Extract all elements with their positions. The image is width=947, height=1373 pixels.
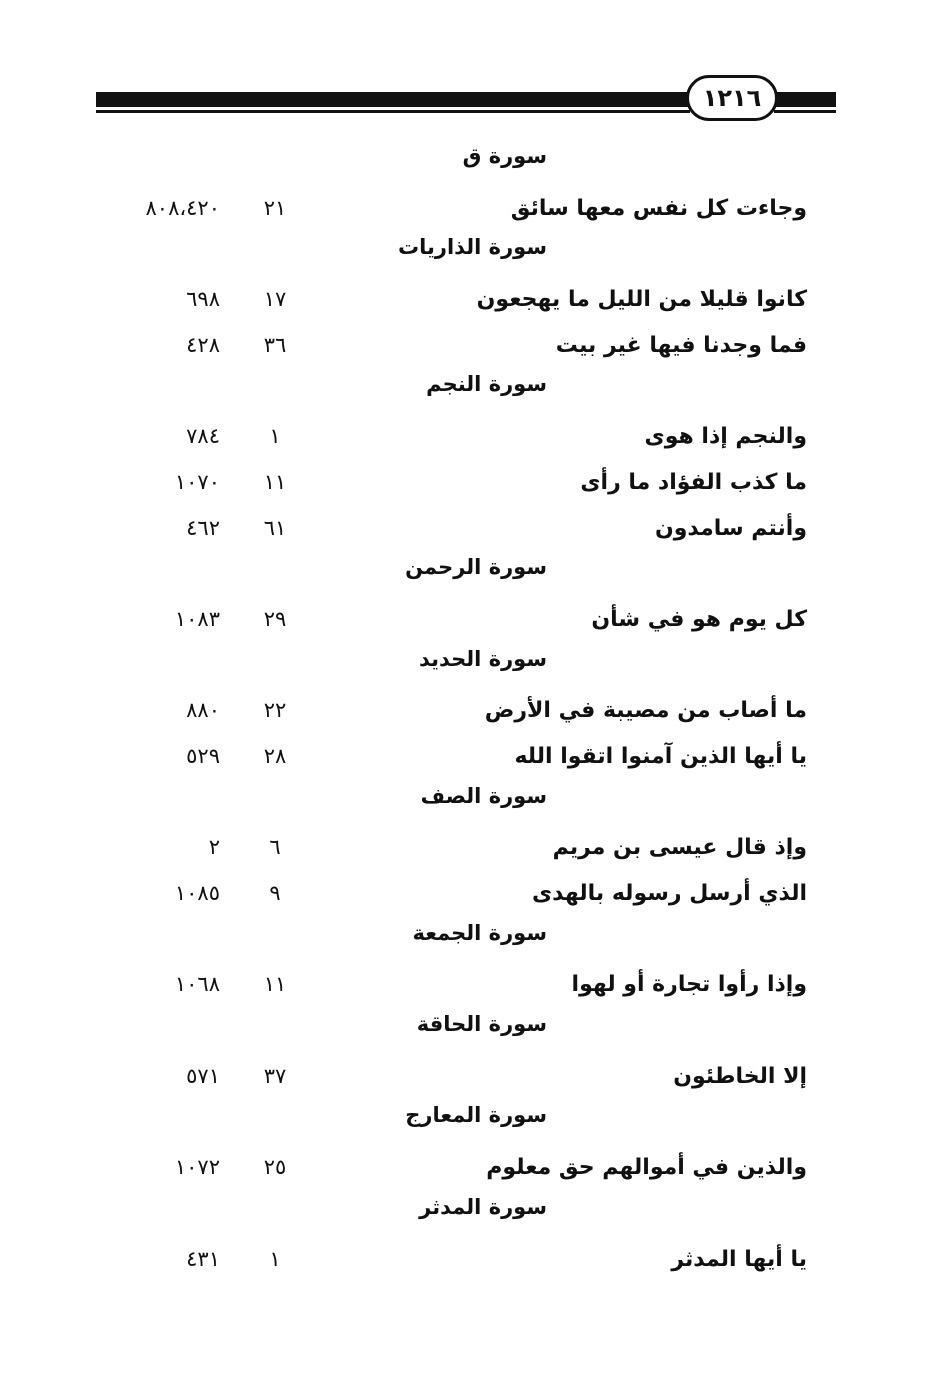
surah-heading-row <box>0 368 947 414</box>
verse-index-entry <box>0 277 947 323</box>
surah-title: سورة ق <box>462 144 547 168</box>
header-rule-right-thin <box>774 110 836 113</box>
verse-index-entry <box>0 186 947 232</box>
verse-index-entry <box>0 414 947 460</box>
surah-heading-row <box>0 1008 947 1054</box>
verse-index-entry <box>0 323 947 369</box>
verse-index-entry <box>0 506 947 552</box>
header-rule-left <box>96 92 690 107</box>
surah-title: سورة النجم <box>426 372 547 397</box>
page-references: ٨٠٨،٤٢٠ <box>145 195 220 220</box>
verse-text: والنجم إذا هوى <box>644 424 807 450</box>
page-references: ٤٣١ <box>186 1246 220 1271</box>
ayah-number: ١ <box>269 424 281 449</box>
verse-index-entry <box>0 597 947 643</box>
page-references: ٥٢٩ <box>186 743 220 768</box>
surah-title: سورة الصف <box>420 783 547 808</box>
verse-index-entry <box>0 1237 947 1283</box>
page-references: ١٠٧٢ <box>174 1155 220 1180</box>
verse-text: كل يوم هو في شأن <box>591 606 807 632</box>
surah-title: سورة الذاريات <box>398 235 547 260</box>
verse-index-entry <box>0 962 947 1008</box>
surah-title: سورة الحديد <box>419 646 547 671</box>
page-references: ٤٢٨ <box>186 332 220 357</box>
ayah-number: ١٧ <box>263 287 287 312</box>
ayah-number: ٣٧ <box>263 1063 287 1088</box>
surah-heading-row <box>0 140 947 186</box>
page-references: ١٠٨٥ <box>174 881 220 905</box>
header-rule-right <box>774 92 836 107</box>
verse-text: الذي أرسل رسوله بالهدى <box>532 881 807 906</box>
page-header <box>0 0 947 140</box>
verse-text: يا أيها الذين آمنوا اتقوا الله <box>514 743 807 769</box>
ayah-number: ٢٩ <box>263 606 287 631</box>
header-rule-left-thin <box>96 110 690 113</box>
surah-title: سورة المدثر <box>419 1194 547 1219</box>
surah-title: سورة المعارج <box>405 1103 547 1128</box>
ayah-number: ٩ <box>269 881 281 905</box>
verse-index-entry <box>0 871 947 917</box>
page-references: ١٠٧٠ <box>174 469 220 494</box>
ayah-number: ٣٦ <box>263 332 287 357</box>
page-references: ٢ <box>208 835 220 860</box>
surah-heading-row <box>0 780 947 826</box>
page-number-badge <box>686 75 778 121</box>
ayah-number: ٢١ <box>263 195 287 220</box>
page-number: ١٢١٦ <box>702 84 762 112</box>
page-references: ٥٧١ <box>186 1063 220 1088</box>
ayah-number: ٦ <box>269 835 281 860</box>
surah-heading-row <box>0 1099 947 1145</box>
surah-title: سورة الحاقة <box>416 1012 547 1037</box>
ayah-number: ٢٨ <box>263 743 287 768</box>
surah-heading-row <box>0 643 947 689</box>
ayah-number: ٢٥ <box>263 1155 287 1180</box>
verse-text: وإذا رأوا تجارة أو لهوا <box>571 972 807 998</box>
ayah-number: ٦١ <box>263 515 287 540</box>
page-references: ١٠٨٣ <box>174 606 220 631</box>
verse-text: وإذ قال عيسى بن مريم <box>552 835 807 861</box>
verse-index-list <box>0 140 947 1282</box>
surah-heading-row <box>0 917 947 963</box>
verse-index-entry <box>0 825 947 871</box>
ayah-number: ٢٢ <box>263 698 287 723</box>
verse-text: فما وجدنا فيها غير بيت <box>555 332 807 358</box>
verse-text: كانوا قليلا من الليل ما يهجعون <box>476 287 807 313</box>
ayah-number: ١١ <box>263 469 287 494</box>
verse-text: ما كذب الفؤاد ما رأى <box>580 469 807 495</box>
page-references: ٨٨٠ <box>186 698 220 723</box>
surah-title: سورة الجمعة <box>412 920 547 945</box>
ayah-number: ١ <box>269 1246 281 1271</box>
verse-text: وجاءت كل نفس معها سائق <box>510 195 807 221</box>
verse-text: وأنتم سامدون <box>654 515 807 541</box>
surah-heading-row <box>0 1191 947 1237</box>
verse-index-entry <box>0 460 947 506</box>
verse-index-entry <box>0 688 947 734</box>
page-references: ٤٦٢ <box>186 515 220 540</box>
verse-index-entry <box>0 734 947 780</box>
verse-text: والذين في أموالهم حق معلوم <box>486 1155 807 1181</box>
verse-index-entry <box>0 1054 947 1100</box>
page-references: ٦٩٨ <box>186 287 220 312</box>
surah-title: سورة الرحمن <box>405 555 547 580</box>
surah-heading-row <box>0 551 947 597</box>
ayah-number: ١١ <box>263 972 287 997</box>
verse-text: ما أصاب من مصيبة في الأرض <box>484 698 807 724</box>
verse-text: يا أيها المدثر <box>671 1246 807 1272</box>
surah-heading-row <box>0 231 947 277</box>
page-references: ٧٨٤ <box>186 424 220 449</box>
verse-index-entry <box>0 1145 947 1191</box>
page-references: ١٠٦٨ <box>174 972 220 997</box>
verse-text: إلا الخاطئون <box>673 1063 807 1089</box>
